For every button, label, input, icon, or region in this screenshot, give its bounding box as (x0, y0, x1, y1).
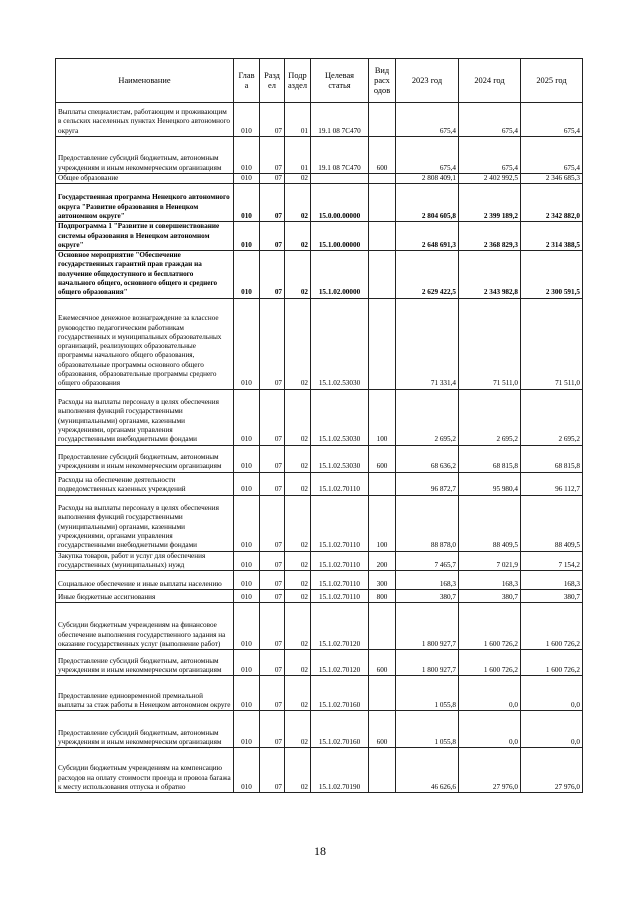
cell-podrazdel: 02 (285, 174, 311, 184)
cell-y2025: 2 300 591,5 (521, 251, 583, 298)
cell-razdel: 07 (260, 472, 285, 495)
cell-vid (369, 298, 396, 389)
cell-vid: 600 (369, 650, 396, 676)
cell-y2024: 168,3 (459, 571, 521, 590)
cell-y2024: 88 409,5 (459, 495, 521, 551)
cell-y2023: 380,7 (396, 590, 459, 603)
cell-y2025: 675,4 (521, 137, 583, 174)
cell-razdel: 07 (260, 603, 285, 650)
cell-statya: 15.1.02.53030 (311, 389, 369, 445)
cell-name: Расходы на выплаты персоналу в целях обеспечения выполнения функций государственными (муниципальными) органами, казенными учреждениями, органами управления государственными внебюджетными фондами (56, 389, 234, 445)
cell-y2023: 88 878,0 (396, 495, 459, 551)
table-row (56, 472, 583, 495)
page-number: 18 (314, 844, 326, 858)
cell-statya (311, 174, 369, 184)
cell-glava: 010 (234, 676, 260, 711)
cell-podrazdel: 02 (285, 298, 311, 389)
cell-y2024: 675,4 (459, 137, 521, 174)
cell-y2023: 1 055,8 (396, 676, 459, 711)
cell-razdel: 07 (260, 137, 285, 174)
cell-y2025: 88 409,5 (521, 495, 583, 551)
cell-glava: 010 (234, 174, 260, 184)
header-2024: 2024 год (459, 59, 521, 103)
cell-name: Ежемесячное денежное вознаграждение за классное руководство педагогическим работникам государственных и муниципальных образовательных организаций, реализующих образовательные программы начального общего образования, образовательные программы основного общего образования, образовательные программы среднего общего образования (56, 298, 234, 389)
table-row (56, 445, 583, 472)
cell-vid (369, 222, 396, 251)
cell-y2023: 2 808 409,1 (396, 174, 459, 184)
cell-name: Субсидии бюджетным учреждениям на финансовое обеспечение выполнения государственного задания на оказание государственных услуг (выполнение работ) (56, 603, 234, 650)
cell-razdel: 07 (260, 389, 285, 445)
cell-razdel: 07 (260, 711, 285, 748)
cell-name: Общее образование (56, 174, 234, 184)
cell-podrazdel: 02 (285, 445, 311, 472)
cell-podrazdel: 02 (285, 603, 311, 650)
cell-vid (369, 174, 396, 184)
cell-glava: 010 (234, 590, 260, 603)
cell-y2025: 1 600 726,2 (521, 650, 583, 676)
table-row (56, 590, 583, 603)
cell-name: Предоставление субсидий бюджетным, автономным учреждениям и иным некоммерческим организациям (56, 445, 234, 472)
cell-name: Предоставление субсидий бюджетным, автономным учреждениям и иным некоммерческим организациям (56, 711, 234, 748)
cell-y2023: 68 636,2 (396, 445, 459, 472)
cell-vid (369, 251, 396, 298)
table-row (56, 389, 583, 445)
cell-y2023: 168,3 (396, 571, 459, 590)
cell-y2024: 1 600 726,2 (459, 650, 521, 676)
cell-statya: 19.1 08 7С470 (311, 137, 369, 174)
cell-razdel: 07 (260, 251, 285, 298)
cell-glava: 010 (234, 298, 260, 389)
cell-podrazdel: 02 (285, 389, 311, 445)
cell-name: Предоставление субсидий бюджетным, автономным учреждениям и иным некоммерческим организациям (56, 650, 234, 676)
header-2023: 2023 год (396, 59, 459, 103)
cell-name: Иные бюджетные ассигнования (56, 590, 234, 603)
cell-statya: 15.1.02.00000 (311, 251, 369, 298)
cell-podrazdel: 02 (285, 650, 311, 676)
cell-glava: 010 (234, 603, 260, 650)
header-glava: Глав а (234, 59, 260, 103)
cell-name: Выплаты специалистам, работающим и проживающим в сельских населенных пунктах Ненецкого автономного округа (56, 103, 234, 137)
cell-glava: 010 (234, 137, 260, 174)
header-razdel: Разд ел (260, 59, 285, 103)
cell-razdel: 07 (260, 748, 285, 793)
cell-vid: 200 (369, 551, 396, 571)
budget-table (55, 58, 583, 793)
cell-y2023: 2 804 605,8 (396, 184, 459, 222)
header-name: Наименование (56, 59, 234, 103)
table-body (56, 103, 583, 793)
cell-podrazdel: 01 (285, 103, 311, 137)
cell-vid: 600 (369, 137, 396, 174)
cell-vid (369, 676, 396, 711)
table-row (56, 571, 583, 590)
cell-y2024: 27 976,0 (459, 748, 521, 793)
cell-name: Расходы на выплаты персоналу в целях обеспечения выполнения функций государственными (муниципальными) органами, казенными учреждениями, органами управления государственными внебюджетными фондами (56, 495, 234, 551)
cell-statya: 15.0.00.00000 (311, 184, 369, 222)
cell-razdel: 07 (260, 184, 285, 222)
table-row (56, 676, 583, 711)
cell-podrazdel: 02 (285, 590, 311, 603)
cell-vid (369, 184, 396, 222)
cell-statya: 15.1.02.70120 (311, 603, 369, 650)
cell-glava: 010 (234, 650, 260, 676)
cell-razdel: 07 (260, 298, 285, 389)
cell-y2023: 2 695,2 (396, 389, 459, 445)
table-row (56, 184, 583, 222)
cell-y2024: 7 021,9 (459, 551, 521, 571)
cell-glava: 010 (234, 711, 260, 748)
cell-statya: 15.1.02.70120 (311, 650, 369, 676)
cell-y2023: 7 465,7 (396, 551, 459, 571)
cell-statya: 19.1 08 7С470 (311, 103, 369, 137)
cell-vid (369, 748, 396, 793)
cell-glava: 010 (234, 103, 260, 137)
cell-y2023: 96 872,7 (396, 472, 459, 495)
cell-y2025: 27 976,0 (521, 748, 583, 793)
cell-glava: 010 (234, 251, 260, 298)
cell-y2024: 68 815,8 (459, 445, 521, 472)
cell-razdel: 07 (260, 103, 285, 137)
cell-statya: 15.1.02.70110 (311, 495, 369, 551)
table-header-row (56, 59, 583, 103)
cell-statya: 15.1.02.53030 (311, 298, 369, 389)
cell-glava: 010 (234, 551, 260, 571)
table-row (56, 650, 583, 676)
cell-statya: 15.1.02.70110 (311, 472, 369, 495)
cell-y2025: 1 600 726,2 (521, 603, 583, 650)
cell-razdel: 07 (260, 445, 285, 472)
cell-vid: 600 (369, 445, 396, 472)
cell-podrazdel: 02 (285, 748, 311, 793)
table-row (56, 603, 583, 650)
cell-podrazdel: 02 (285, 222, 311, 251)
cell-vid: 100 (369, 389, 396, 445)
cell-name: Подпрограмма 1 "Развитие и совершенствование системы образования в Ненецком автономном округе" (56, 222, 234, 251)
cell-y2023: 2 648 691,3 (396, 222, 459, 251)
cell-y2024: 2 402 992,5 (459, 174, 521, 184)
cell-vid (369, 603, 396, 650)
cell-name: Закупка товаров, работ и услуг для обеспечения государственных (муниципальных) нужд (56, 551, 234, 571)
cell-y2024: 2 399 189,2 (459, 184, 521, 222)
cell-glava: 010 (234, 748, 260, 793)
table-row (56, 137, 583, 174)
cell-statya: 15.1.02.70160 (311, 711, 369, 748)
table-row (56, 222, 583, 251)
header-statya: Целевая статья (311, 59, 369, 103)
table-row (56, 495, 583, 551)
cell-y2025: 68 815,8 (521, 445, 583, 472)
header-2025: 2025 год (521, 59, 583, 103)
cell-vid: 600 (369, 711, 396, 748)
table-row (56, 551, 583, 571)
cell-statya: 15.1.02.70190 (311, 748, 369, 793)
table-row (56, 748, 583, 793)
cell-y2024: 380,7 (459, 590, 521, 603)
cell-y2023: 675,4 (396, 137, 459, 174)
cell-y2024: 675,4 (459, 103, 521, 137)
cell-statya: 15.1.02.70110 (311, 571, 369, 590)
cell-razdel: 07 (260, 590, 285, 603)
cell-razdel: 07 (260, 650, 285, 676)
cell-vid: 800 (369, 590, 396, 603)
cell-podrazdel: 02 (285, 676, 311, 711)
cell-name: Расходы на обеспечение деятельности подведомственных казенных учреждений (56, 472, 234, 495)
cell-y2025: 168,3 (521, 571, 583, 590)
cell-podrazdel: 02 (285, 184, 311, 222)
cell-podrazdel: 02 (285, 711, 311, 748)
cell-y2025: 675,4 (521, 103, 583, 137)
cell-podrazdel: 02 (285, 472, 311, 495)
cell-glava: 010 (234, 571, 260, 590)
cell-vid: 100 (369, 495, 396, 551)
cell-name: Социальное обеспечение и иные выплаты населению (56, 571, 234, 590)
cell-razdel: 07 (260, 174, 285, 184)
cell-y2025: 0,0 (521, 711, 583, 748)
cell-glava: 010 (234, 389, 260, 445)
cell-y2024: 2 695,2 (459, 389, 521, 445)
cell-podrazdel: 02 (285, 495, 311, 551)
table-row (56, 711, 583, 748)
cell-y2023: 71 331,4 (396, 298, 459, 389)
cell-y2024: 2 368 829,3 (459, 222, 521, 251)
cell-razdel: 07 (260, 222, 285, 251)
table-row (56, 251, 583, 298)
cell-glava: 010 (234, 495, 260, 551)
cell-statya: 15.1.02.70110 (311, 590, 369, 603)
cell-y2024: 0,0 (459, 711, 521, 748)
cell-y2024: 71 511,0 (459, 298, 521, 389)
cell-name: Основное мероприятие "Обеспечение государственных гарантий прав граждан на получение общедоступного и бесплатного начального общего, основного общего и среднего общего образования" (56, 251, 234, 298)
cell-y2025: 96 112,7 (521, 472, 583, 495)
cell-y2024: 0,0 (459, 676, 521, 711)
cell-name: Государственная программа Ненецкого автономного округа "Развитие образования в Ненецком автономном округе" (56, 184, 234, 222)
cell-y2023: 1 800 927,7 (396, 650, 459, 676)
cell-y2023: 1 800 927,7 (396, 603, 459, 650)
cell-name: Субсидии бюджетным учреждениям на компенсацию расходов на оплату стоимости проезда и провоза багажа к месту использования отпуска и обратно (56, 748, 234, 793)
cell-statya: 15.1.02.70160 (311, 676, 369, 711)
cell-y2025: 2 695,2 (521, 389, 583, 445)
cell-glava: 010 (234, 472, 260, 495)
header-vid: Вид расх одов (369, 59, 396, 103)
cell-y2023: 2 629 422,5 (396, 251, 459, 298)
table-row (56, 103, 583, 137)
cell-vid (369, 472, 396, 495)
cell-vid: 300 (369, 571, 396, 590)
cell-podrazdel: 02 (285, 571, 311, 590)
cell-statya: 15.1.02.70110 (311, 551, 369, 571)
cell-name: Предоставление субсидий бюджетным, автономным учреждениям и иным некоммерческим организациям (56, 137, 234, 174)
cell-glava: 010 (234, 222, 260, 251)
cell-statya: 15.1.02.53030 (311, 445, 369, 472)
cell-y2025: 380,7 (521, 590, 583, 603)
cell-statya: 15.1.00.00000 (311, 222, 369, 251)
cell-y2024: 1 600 726,2 (459, 603, 521, 650)
cell-razdel: 07 (260, 676, 285, 711)
cell-y2025: 0,0 (521, 676, 583, 711)
cell-name: Предоставление единовременной премиальной выплаты за стаж работы в Ненецком автономном округе (56, 676, 234, 711)
cell-vid (369, 103, 396, 137)
header-podrazdel: Подр аздел (285, 59, 311, 103)
table-row (56, 174, 583, 184)
cell-y2023: 46 626,6 (396, 748, 459, 793)
cell-y2025: 2 342 882,0 (521, 184, 583, 222)
cell-razdel: 07 (260, 551, 285, 571)
cell-podrazdel: 02 (285, 251, 311, 298)
cell-glava: 010 (234, 445, 260, 472)
cell-y2023: 675,4 (396, 103, 459, 137)
cell-y2025: 71 511,0 (521, 298, 583, 389)
cell-podrazdel: 01 (285, 137, 311, 174)
cell-razdel: 07 (260, 495, 285, 551)
cell-razdel: 07 (260, 571, 285, 590)
cell-y2025: 7 154,2 (521, 551, 583, 571)
cell-podrazdel: 02 (285, 551, 311, 571)
cell-y2025: 2 346 685,3 (521, 174, 583, 184)
cell-y2024: 95 980,4 (459, 472, 521, 495)
cell-glava: 010 (234, 184, 260, 222)
table-row (56, 298, 583, 389)
cell-y2025: 2 314 388,5 (521, 222, 583, 251)
cell-y2023: 1 055,8 (396, 711, 459, 748)
cell-y2024: 2 343 982,8 (459, 251, 521, 298)
